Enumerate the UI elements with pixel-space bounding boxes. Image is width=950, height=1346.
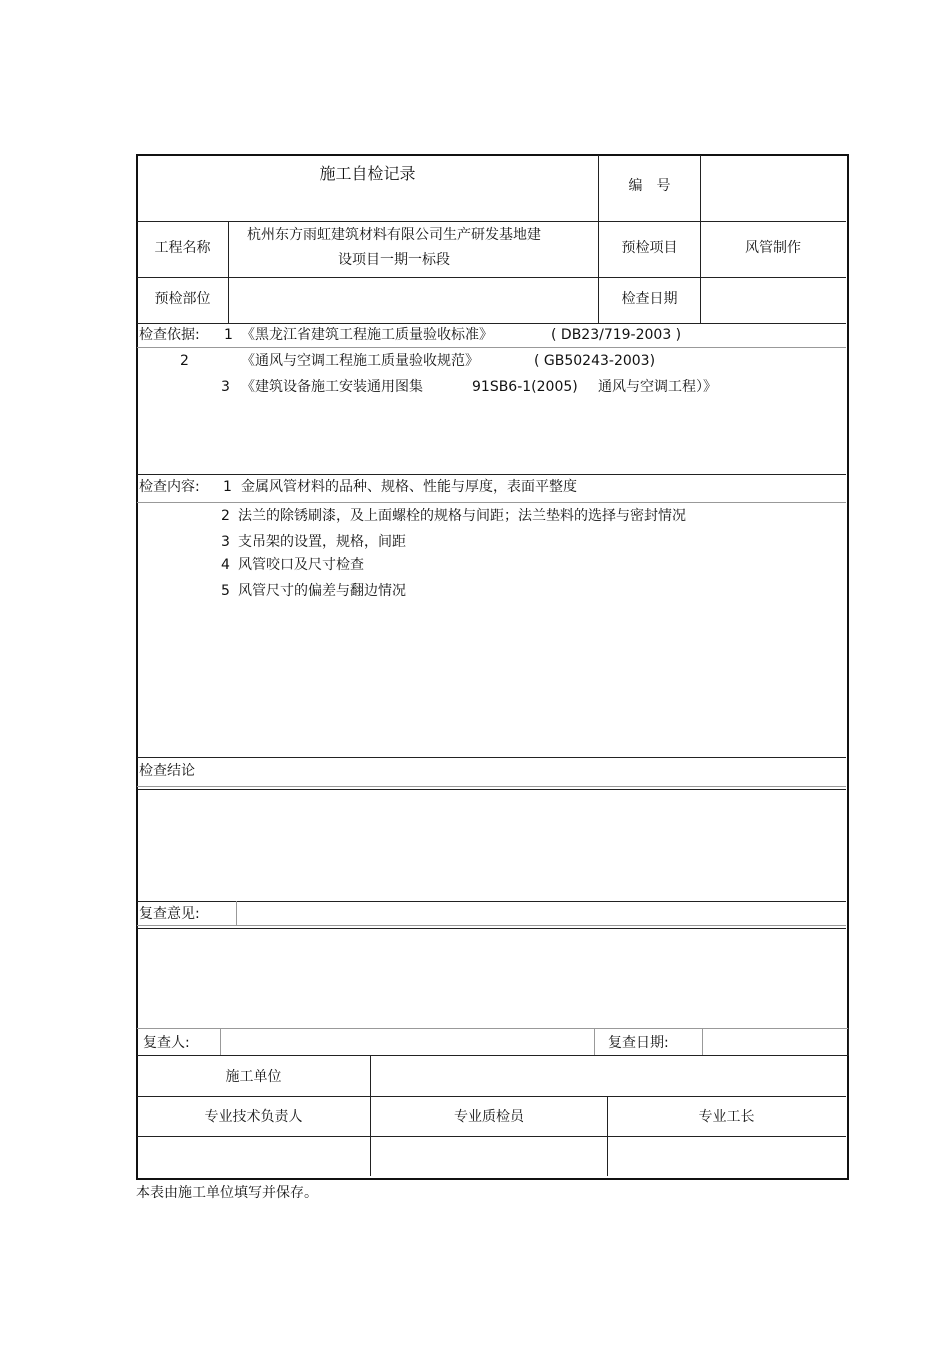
content-num: 4	[221, 557, 230, 573]
rule	[137, 789, 846, 790]
foreman-label: 专业工长	[698, 1109, 755, 1125]
rule	[137, 1055, 849, 1056]
rule	[137, 474, 846, 475]
rule	[137, 757, 846, 758]
inspection-item-value: 风管制作	[745, 240, 801, 256]
reviewer-label: 复查人:	[143, 1035, 190, 1051]
rule	[137, 277, 846, 278]
number-label: 编 号	[628, 178, 671, 194]
footer-note: 本表由施工单位填写并保存。	[136, 1185, 318, 1201]
content-num: 5	[221, 583, 230, 599]
basis-tail: 通风与空调工程）》	[598, 379, 717, 395]
rule	[700, 155, 701, 323]
rule	[137, 221, 846, 222]
basis-title: 《黑龙江省建筑工程施工质量验收标准》	[241, 327, 493, 343]
construction-unit-label: 施工单位	[225, 1069, 282, 1085]
rule	[594, 1028, 595, 1055]
basis-title: 《建筑设备施工安装通用图集	[241, 379, 423, 395]
technical-lead-signature[interactable]	[140, 1140, 366, 1172]
technical-lead-label: 专业技术负责人	[204, 1109, 303, 1125]
basis-num: 1	[224, 327, 233, 343]
basis-label: 检查依据:	[139, 327, 200, 343]
rule	[236, 901, 237, 926]
content-num: 1	[223, 479, 232, 495]
project-name-line2: 设项目一期一标段	[338, 252, 450, 268]
rule	[137, 502, 846, 503]
rule	[137, 1136, 846, 1137]
rule	[137, 925, 846, 926]
content-num: 3	[221, 534, 230, 550]
inspection-item-label: 预检项目	[621, 240, 678, 256]
rule	[220, 1028, 221, 1055]
basis-num: 2	[180, 353, 189, 369]
rule	[702, 1028, 703, 1055]
rule	[137, 323, 846, 324]
rule	[137, 901, 846, 902]
review-opinion-field[interactable]	[240, 931, 840, 1025]
rule	[848, 1028, 849, 1055]
content-label: 检查内容:	[139, 479, 200, 495]
foreman-signature[interactable]	[611, 1140, 841, 1172]
conclusion-label: 检查结论	[139, 763, 195, 779]
basis-code: ( DB23/719-2003 )	[551, 327, 682, 343]
rule	[137, 347, 846, 348]
basis-num: 3	[221, 379, 230, 395]
record-form	[136, 154, 849, 1180]
project-name-label: 工程名称	[154, 240, 211, 256]
inspection-date-label: 检查日期	[621, 291, 678, 307]
content-num: 2	[221, 508, 230, 524]
content-item: 法兰的除锈刷漆，及上面螺栓的规格与间距；法兰垫料的选择与密封情况	[238, 508, 686, 524]
quality-inspector-label: 专业质检员	[454, 1109, 524, 1125]
basis-title: 《通风与空调工程施工质量验收规范》	[241, 353, 479, 369]
content-item: 风管尺寸的偏差与翻边情况	[238, 583, 406, 599]
basis-code: ( GB50243-2003)	[534, 353, 656, 369]
project-name-line1: 杭州东方雨虹建筑材料有限公司生产研发基地建	[247, 227, 541, 243]
form-title: 施工自检记录	[319, 164, 416, 183]
review-date-field[interactable]	[706, 1031, 844, 1053]
reviewer-field[interactable]	[224, 1031, 590, 1053]
rule	[137, 1096, 846, 1097]
inspection-part-label: 预检部位	[154, 291, 211, 307]
rule	[137, 786, 846, 787]
rule	[137, 928, 846, 929]
review-opinion-label: 复查意见:	[139, 906, 200, 922]
review-date-label: 复查日期:	[608, 1035, 669, 1051]
rule	[607, 1096, 608, 1176]
content-item: 金属风管材料的品种、规格、性能与厚度，表面平整度	[241, 479, 577, 495]
content-item: 风管咬口及尺寸检查	[238, 557, 364, 573]
conclusion-field[interactable]	[140, 792, 840, 898]
basis-code: 91SB6-1(2005)	[472, 379, 578, 395]
rule	[137, 1028, 849, 1029]
content-item: 支吊架的设置，规格，间距	[238, 534, 406, 550]
quality-inspector-signature[interactable]	[374, 1140, 603, 1172]
